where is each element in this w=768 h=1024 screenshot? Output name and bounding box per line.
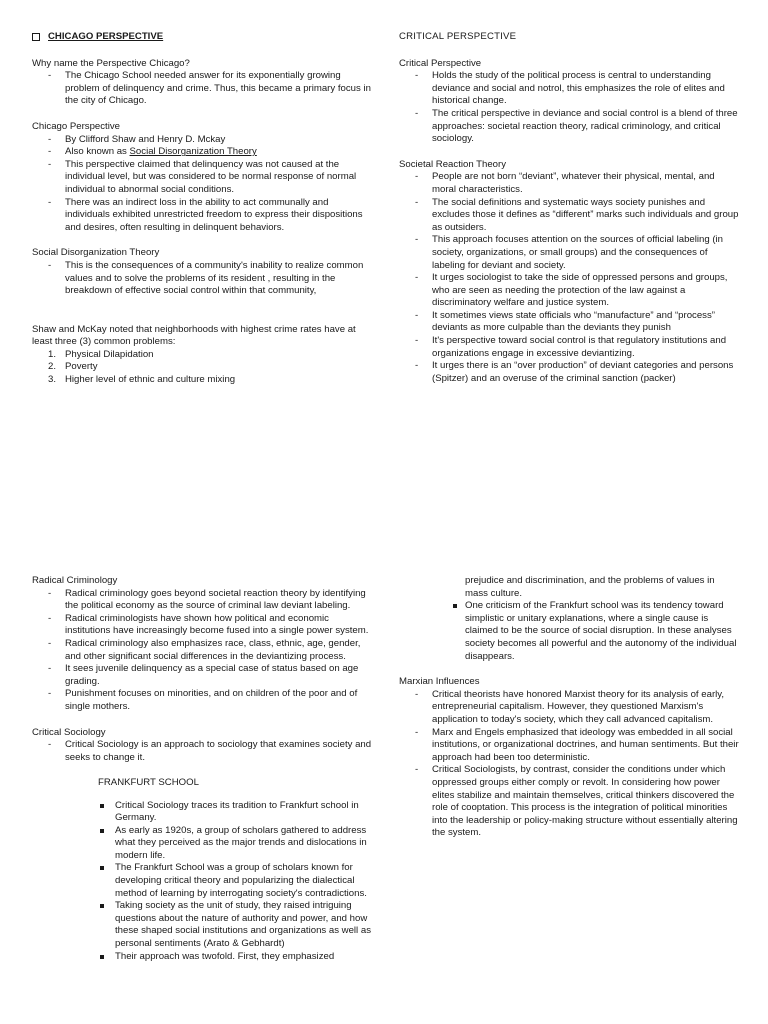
radical-column [32, 575, 372, 963]
sdt-underlined-term: Social Disorganization Theory [129, 146, 257, 158]
radical-section [32, 575, 372, 714]
list-item: - This is the consequences of a community's inability to realize common values and to solve the problems of its resident , resulting in the breakdown of effective social control within that community, [32, 260, 372, 298]
list-item: - People are not born “deviant”, whatever their physical, mental, and moral characteristics. [399, 171, 739, 196]
chicago-perspective-title: Chicago Perspective [32, 120, 120, 132]
critical-perspective-section [399, 58, 739, 146]
sdt-section [32, 247, 372, 297]
list-item: - There was an indirect loss in the ability to act communally and individuals exhibited unrestricted freedom to express their dispositions and desires, often resulting in delinquent behaviors. [32, 197, 372, 235]
critical-sociology-list [32, 739, 372, 764]
srt-list [399, 171, 739, 385]
list-item [32, 146, 372, 159]
list-item: - It sees juvenile delinquency as a special case of status based on age grading. [32, 663, 372, 688]
list-item: - It sometimes views state officials who “manufacture” and “process” deviants as more culpable than the deviants they punish [399, 310, 739, 335]
why-list [32, 70, 372, 108]
frankfurt-title: FRANKFURT SCHOOL [98, 777, 199, 789]
radical-title: Radical Criminology [32, 575, 118, 586]
sdt-list [32, 260, 372, 298]
checkbox-icon [32, 33, 40, 41]
critical-sociology-title: Critical Sociology [32, 726, 106, 738]
list-item: - It's perspective toward social control is that regulatory institutions and organizations engage in excessive deviantizing. [399, 335, 739, 360]
critical-perspective-title: Critical Perspective [399, 57, 482, 69]
shaw-intro: Shaw and McKay noted that neighborhoods with highest crime rates have at least three (3) common problems: [32, 323, 356, 348]
list-item: One criticism of the Frankfurt school was its tendency toward simplistic or unitary explanations, where a single cause is claimed to be the source of social disruption. In these analyses society becomes all powerful and the autonomy of the individual disappears. [399, 600, 739, 663]
marxian-list [399, 689, 739, 840]
shaw-section [32, 324, 372, 387]
frankfurt-continuation: prejudice and discrimination, and the problems of values in mass culture. [465, 575, 715, 599]
srt-title: Societal Reaction Theory [399, 158, 507, 170]
list-item: - Critical Sociologists, by contrast, consider the conditions under which oppressed groups either comply or revolt. In considering how power elites stabilize and maintain themselves, critical thinkers discovered the role of cooptation. This process is the integration of political minorities into the leadership or policy-making structure without essentially altering the system. [399, 764, 739, 840]
list-item: - Punishment focuses on minorities, and on children of the poor and of single mothers. [32, 688, 372, 713]
frankfurt-list-continued [399, 600, 739, 663]
chicago-perspective-section [32, 121, 372, 234]
why-section [32, 58, 372, 108]
list-item: - The Chicago School needed answer for its exponentially growing problem of delinquency and crime. Thus, this became a primary focus in the city of Chicago. [32, 70, 372, 108]
sdt-title: Social Disorganization Theory [32, 247, 160, 259]
list-item: The Frankfurt School was a group of scholars known for developing critical theory and popularizing the dialectical method of learning by interrogating society's contradictions. [32, 862, 372, 900]
list-item: - This approach focuses attention on the sources of official labeling (in society, organizations, or small groups) and the consequences of labeling for deviant and society. [399, 234, 739, 272]
list-item: - The critical perspective in deviance and social control is a blend of three approaches: societal reaction theory, radical criminology, and critical sociology. [399, 108, 739, 146]
marxian-title: Marxian Influences [399, 676, 480, 688]
why-title: Why name the Perspective Chicago? [32, 57, 190, 69]
srt-section [399, 159, 739, 386]
list-item: - The social definitions and systematic ways society punishes and excludes those it defines as “different” marks such individuals and group as outsiders. [399, 197, 739, 235]
list-item: - Marx and Engels emphasized that ideology was embedded in all social institutions, or organizational doctrines, and human sentiments. But their approach had been too deterministic. [399, 727, 739, 765]
list-item: - It urges there is an “over production” of deviant categories and persons (Spitzer) and an overuse of the criminal sanction (packer) [399, 360, 739, 385]
chicago-heading [32, 31, 372, 44]
problems-list [32, 349, 372, 387]
list-item: 1. Physical Dilapidation [48, 348, 154, 360]
list-item: - Radical criminology also emphasizes race, class, ethnic, age, gender, and other significant social differences in the deviantizing process. [32, 638, 372, 663]
critical-sociology-section [32, 727, 372, 765]
list-item: - Critical theorists have honored Marxist theory for its analysis of early, entrepreneurial capitalism. However, they questioned Marxism's application to today's society, which they call advanced capitalism. [399, 689, 739, 727]
frankfurt-list [32, 800, 372, 964]
list-item: Taking society as the unit of study, they raised intriguing questions about the nature of authority and power, and how these shaped social institutions and organizations as well as personal sentiments (Arato & Gebhardt) [32, 900, 372, 950]
chicago-column [32, 31, 372, 387]
list-item: - Radical criminologists have shown how political and economic institutions have increasingly become fused into a single power system. [32, 613, 372, 638]
list-item: As early as 1920s, a group of scholars gathered to address what they perceived as the major trends and dislocations in modern life. [32, 825, 372, 863]
list-item: - This perspective claimed that delinquency was not caused at the individual level, but was considered to be normal response of normal individual to abnormal social conditions. [32, 159, 372, 197]
critical-perspective-list [399, 70, 739, 146]
list-item: 2. Poverty [48, 361, 98, 373]
list-item: - It urges sociologist to take the side of oppressed persons and groups, who are seen as needing the protection of the law against a discriminatory welfare and justice system. [399, 272, 739, 310]
chicago-heading-text: CHICAGO PERSPECTIVE [48, 31, 164, 42]
list-item: Critical Sociology traces its tradition to Frankfurt school in Germany. [32, 800, 372, 825]
chicago-perspective-list [32, 134, 372, 235]
marxian-column [399, 575, 739, 840]
list-item: Their approach was twofold. First, they emphasized [32, 951, 372, 964]
critical-heading: CRITICAL PERSPECTIVE [399, 31, 517, 42]
list-item: - By Clifford Shaw and Henry D. Mckay [32, 134, 372, 147]
list-item: - Critical Sociology is an approach to sociology that examines society and seeks to change it. [32, 739, 372, 764]
list-item: 3. Higher level of ethnic and culture mixing [48, 374, 236, 386]
list-item: - Radical criminology goes beyond societal reaction theory by identifying the political economy as the source of criminal law deviant labeling. [32, 588, 372, 613]
critical-column [399, 31, 739, 385]
radical-list [32, 588, 372, 714]
marxian-section [399, 676, 739, 840]
also-known-prefix: Also known as [65, 146, 130, 158]
list-item: - Holds the study of the political process is central to understanding deviance and social and notrol, this emphasizes the role of elites and historical change. [399, 70, 739, 108]
